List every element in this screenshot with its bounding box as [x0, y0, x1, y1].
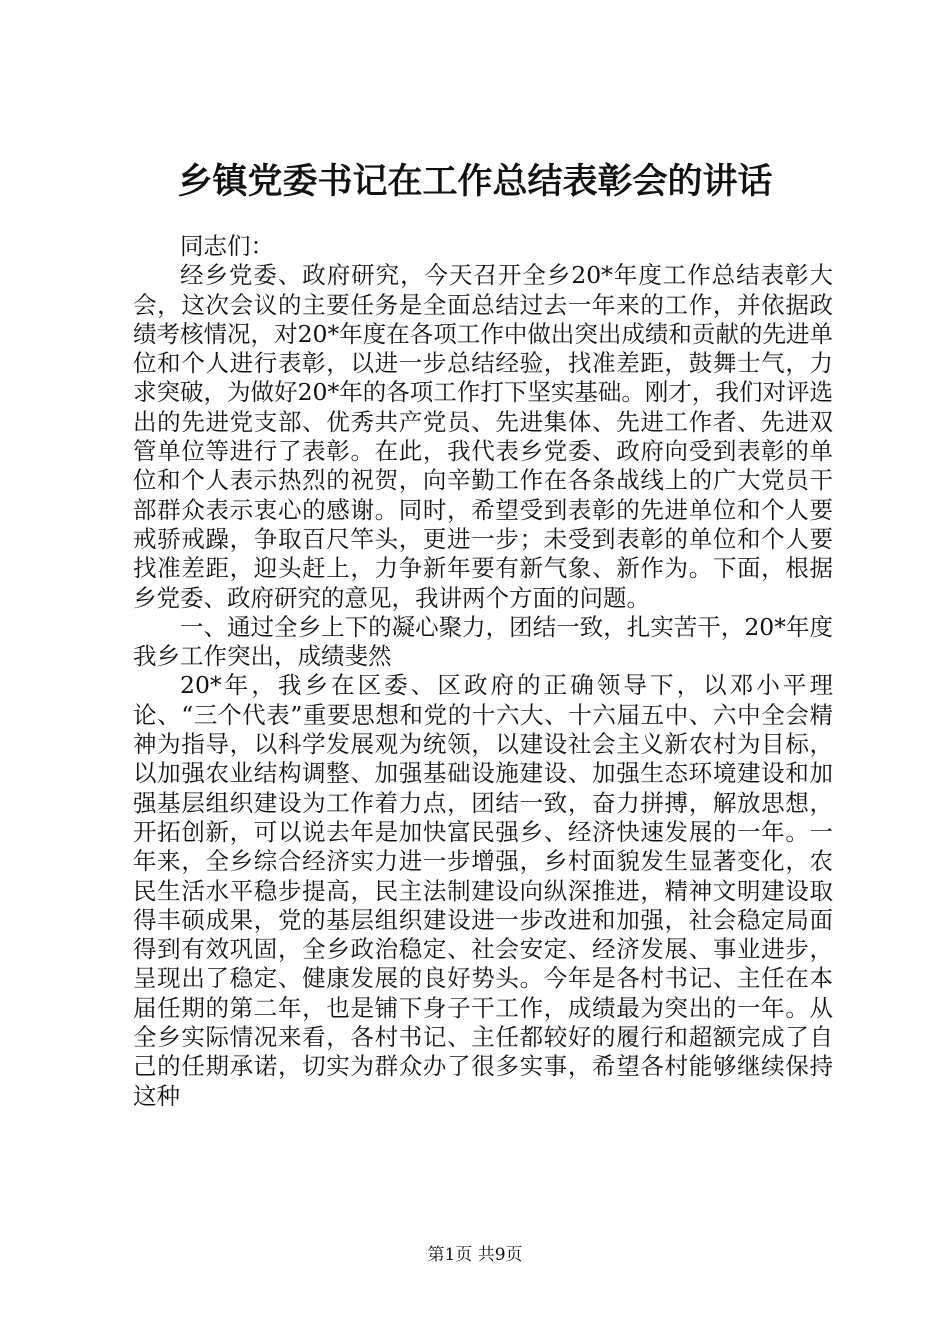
- salutation: 同志们：: [180, 232, 274, 260]
- paragraph-achievements: 20*年，我乡在区委、区政府的正确领导下，以邓小平理论、“三个代表”重要思想和党的十六大、十六届五中、六中全会精神为指导，以科学发展观为统领，以建设社会主义新农村为目标，以加强农业结构调整、加强基础设施建设、加强生态环境建设和加强基层组织建设为工作着力点，团结一致，奋力拼搏，解放思想，开拓创新，可以说去年是加快富民强乡、经济快速发展的一年。一年来，全乡综合经济实力进一步增强，乡村面貌发生显著变化，农民生活水平稳步提高，民主法制建设向纵深推进，精神文明建设取得丰硕成果，党的基层组织建设进一步改进和加强，社会稳定局面得到有效巩固，全乡政治稳定、社会安定、经济发展、事业进步，呈现出了稳定、健康发展的良好势头。今年是各村书记、主任在本届任期的第二年，也是铺下身子干工作，成绩最为突出的一年。从全乡实际情况来看，各村书记、主任都较好的履行和超额完成了自己的任期承诺，切实为群众办了很多实事，希望各村能够继续保持这种: [133, 671, 833, 1110]
- paragraph-opening: 经乡党委、政府研究，今天召开全乡20*年度工作总结表彰大会，这次会议的主要任务是全面总结过去一年来的工作，并依据政绩考核情况，对20*年度在各项工作中做出突出成绩和贡献的先进单位和个人进行表彰，以进一步总结经验，找准差距，鼓舞士气，力求突破，为做好20*年的各项工作打下坚实基础。刚才，我们对评选出的先进党支部、优秀共产党员、先进集体、先进工作者、先进双管单位等进行了表彰。在此，我代表乡党委、政府向受到表彰的单位和个人表示热烈的祝贺，向辛勤工作在各条战线上的广大党员干部群众表示衷心的感谢。同时，希望受到表彰的先进单位和个人要戒骄戒躁，争取百尺竿头，更进一步；未受到表彰的单位和个人要找准差距，迎头赶上，力争新年要有新气象、新作为。下面，根据乡党委、政府研究的意见，我讲两个方面的问题。: [133, 261, 833, 612]
- section-heading-one: 一、通过全乡上下的凝心聚力，团结一致，扎实苦干，20*年度我乡工作突出，成绩斐然: [133, 612, 833, 671]
- page-number: 第1页 共9页: [427, 1245, 523, 1265]
- document-title: 乡镇党委书记在工作总结表彰会的讲话: [177, 162, 773, 202]
- document-body: [133, 232, 833, 1111]
